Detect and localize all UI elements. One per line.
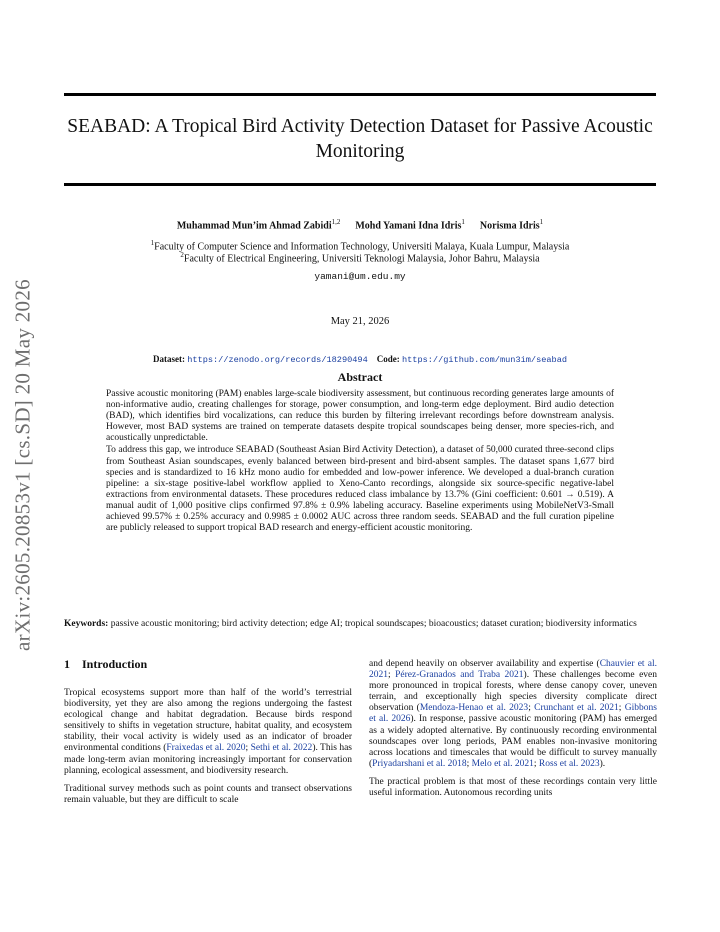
title-rule-bottom [64,183,656,186]
paper-date: May 21, 2026 [330,316,390,327]
code-label: Code: [376,354,400,364]
body-paragraph: The practical problem is that most of these recordings contain very little useful information. Autonomous recording units [369,776,657,799]
body-text: ; [533,758,539,769]
title-rule-top [64,93,656,96]
arxiv-sidebar [6,255,40,675]
affil-mark: 2 [180,251,184,259]
body-text: Tropical ecosystems support more than half of the world’s terrestrial biodiversity, yet they are also among the regions undergoing the fastest ecological change and habitat degradation. Because birds respond sensitively to shifts in vegetation structure, habitat quality, and ecosystem stability, their vocal activity is widely used as an indicator of broader environmental conditions ( [64,688,352,754]
citation-link[interactable]: Sethi et al. 2022 [250,743,313,754]
right-column [369,659,657,806]
citation-link[interactable]: Chauvier et al. 2021 [369,659,657,681]
body-text: ). [599,758,606,769]
body-text: ; [618,703,625,714]
abstract-heading: Abstract [337,370,383,384]
body-paragraph [64,688,352,777]
body-text: ). This has made long-term avian monitoring increasingly important for conservation planning, ecological assessment, and biodiversity research. [64,743,352,776]
keywords [64,619,656,630]
keywords-text: passive acoustic monitoring; bird activity detection; edge AI; tropical soundscapes; bioacoustics; dataset curation; biodiversity informatics [110,619,637,629]
section-title: Introduction [82,657,148,671]
body-text: ; [466,758,472,769]
abstract-paragraph: Passive acoustic monitoring (PAM) enables large-scale biodiversity assessment, but continuous recording generates large amounts of non-informative audio, creating challenges for storage, power consumption, and long-term edge deployment. Bird audio detection (BAD), which identifies bird vocalizations, can reduce this burden by filtering irrelevant recordings before downstream analysis. However, most BAD systems are trained on temperate datasets despite tropical soundscapes being denser, more species-rich, and acoustically unpredictable. [106,389,614,444]
left-column [64,688,352,813]
citation-link[interactable]: Fraixedas et al. 2020 [166,743,246,754]
affil-mark: 1 [150,239,155,247]
section-number: 1 [64,657,70,671]
abstract-paragraph: To address this gap, we introduce SEABAD (Southeast Asian Bird Activity Detection), a dataset of 50,000 curated three-second clips from Southeast Asian soundscapes, evenly balanced between bird-present and bird-absent samples. The dataset spans 1,677 bird species and is standardized to 16 kHz mono audio for embedded and low-power inference. We developed a dual-branch curation pipeline: a six-stage positive-label workflow applied to Xeno-Canto recordings, alongside six source-specific negative-label extractions from environmental datasets. These procedures reduced class imbalance by 13.7% (Gini coefficient: 0.601 → 0.519). A manual audit of 1,000 positive clips confirmed 97.8% ± 0.9% labeling accuracy. Baseline experiments using MobileNetV3-Small achieved 99.57% ± 0.25% accuracy and 0.9985 ± 0.0002 AUC across three random seeds. SEABAD and the full curation pipeline are publicly released to support tropical BAD research and energy-efficient acoustic monitoring. [106,445,614,534]
body-paragraph: Traditional survey methods such as point counts and transect observations remain valuable, but they are difficult to scale [64,783,352,805]
body-text: and depend heavily on observer availability and expertise ( [369,659,600,669]
body-text: ). In response, passive acoustic monitoring (PAM) has emerged as a widely adopted alternative. By continuously recording environmental soundscapes over long periods, PAM enables non-invasive monitoring across locations and timescales that would be difficult to survey manually ( [369,714,657,769]
author-affil-mark: 1,2 [331,218,341,226]
author-list [64,218,656,231]
citation-link[interactable]: Gibbons et al. 2026 [369,703,657,725]
affil-text: Faculty of Electrical Engineering, Universiti Teknologi Malaysia, Johor Bahru, Malaysia [183,253,540,265]
author-name: Norisma Idris [479,220,540,232]
resource-links [64,354,656,365]
author-affil-mark: 1 [539,218,544,226]
author-affil-mark: 1 [461,218,465,226]
contact-email[interactable]: yamani@um.edu.my [314,271,406,282]
author-name: Mohd Yamani Idna Idris [355,220,462,232]
dataset-label: Dataset: [152,354,185,364]
citation-link[interactable]: Priyadarshani et al. 2018 [372,758,467,769]
affiliation-2 [64,251,656,264]
citation-link[interactable]: Ross et al. 2023 [538,758,600,769]
body-text: ; [528,703,535,714]
body-paragraph [369,659,657,770]
dataset-link[interactable]: https://zenodo.org/records/18290494 [187,355,368,365]
arxiv-id: arXiv:2605.20853v1 [cs.SD] 20 May 2026 [10,279,35,651]
body-text: ; [388,670,396,681]
citation-link[interactable]: Melo et al. 2021 [471,758,534,769]
paper-title: SEABAD: A Tropical Bird Activity Detection Dataset for Passive Acoustic Monitoring [67,116,653,162]
author-name: Muhammad Mun’im Ahmad Zabidi [176,220,332,232]
section-heading [64,657,147,672]
citation-link[interactable]: Mendoza-Henao et al. 2023 [419,703,529,714]
citation-link[interactable]: Pérez-Granados and Traba 2021 [395,670,524,681]
citation-link[interactable]: Crunchant et al. 2021 [534,703,619,714]
affil-text: Faculty of Computer Science and Information Technology, Universiti Malaya, Kuala Lumpur, Malaysia [154,241,570,253]
keywords-label: Keywords: [64,619,109,629]
body-text: ). These challenges become even more pronounced in tropical forests, where dense canopy cover, uneven terrain, and exceptionally high species diversity complicate direct observation ( [369,670,657,714]
body-text: ; [245,743,251,754]
code-link[interactable]: https://github.com/mun3im/seabad [401,355,568,365]
abstract-body [106,389,614,535]
